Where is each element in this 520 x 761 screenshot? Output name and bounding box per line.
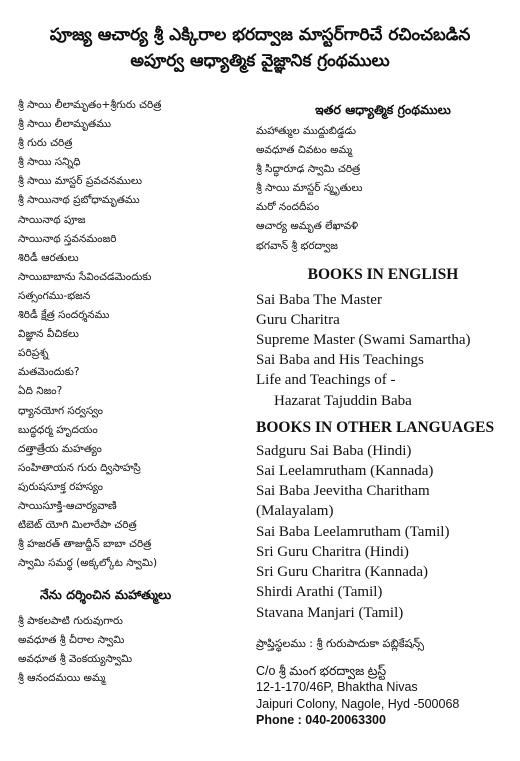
list-item: భగవాన్ శ్రీ భరద్వాజ xyxy=(256,239,338,252)
phone-line: Phone : 040-20063300 xyxy=(256,713,386,728)
address-line-1: 12-1-170/46P, Bhaktha Nivas xyxy=(256,680,418,695)
list-item: Sai Baba and His Teachings xyxy=(256,352,424,369)
list-item: Sadguru Sai Baba (Hindi) xyxy=(256,442,412,459)
list-item: శ్రీ సిద్ధారూఢ స్వామి చరిత్ర xyxy=(256,163,361,176)
list-item: Sai Baba Jeevitha Charitham xyxy=(256,483,430,500)
list-item: బుద్ధధర్మ హృదయం xyxy=(18,423,98,436)
address-line-2: Jaipuri Colony, Nagole, Hyd -500068 xyxy=(256,696,460,711)
list-item: విజ్ఞాన వీచికలు xyxy=(18,328,79,341)
list-item: సంహితాయన గురు ద్విసాహస్రి xyxy=(18,461,141,474)
list-item: పురుషసూక్త రహస్యం xyxy=(18,480,104,493)
list-item: మతమెందుకు? xyxy=(18,366,80,379)
list-item: శ్రీ సాయి మాస్టర్ ప్రవచనములు xyxy=(18,175,142,188)
list-item: Sai Baba Leelamrutham (Tamil) xyxy=(256,523,450,540)
list-item: Shirdi Arathi (Tamil) xyxy=(256,584,383,601)
list-item: Sri Guru Charitra (Hindi) xyxy=(256,543,409,560)
list-item: శిరిడీ ఆరతులు xyxy=(18,251,79,264)
list-item: Sri Guru Charitra (Kannada) xyxy=(256,564,429,581)
list-item: Guru Charitra xyxy=(256,311,340,328)
publisher-line: ప్రాప్తిస్థలము : శ్రీ గురుపాదుకా పబ్లికేషన్స్ xyxy=(256,636,425,650)
list-item: మరో నందదీపం xyxy=(256,201,320,214)
list-item: (Malayalam) xyxy=(256,503,334,520)
header-line-2: అపూర్వ ఆధ్యాత్మిక వైజ్ఞానిక గ్రంథములు xyxy=(130,51,390,71)
visited-list xyxy=(18,612,256,688)
list-item: దత్తాత్రేయ మహత్యం xyxy=(18,442,102,455)
english-books-heading: BOOKS IN ENGLISH xyxy=(307,265,459,283)
list-item: శిరిడీ క్షేత్ర సందర్శనము xyxy=(18,309,110,322)
left-book-list xyxy=(18,96,256,688)
list-item: Stavana Manjari (Tamil) xyxy=(256,604,404,621)
visited-heading: నేను దర్శించిన మహాత్ములు xyxy=(40,587,172,603)
list-item: సాయినాథ పూజ xyxy=(18,213,86,226)
list-item: టిబెట్ యోగి మిలారేపా చరిత్ర xyxy=(18,519,137,532)
page-header xyxy=(0,22,520,74)
other-spiritual-heading: ఇతర ఆధ్యాత్మిక గ్రంథములు xyxy=(315,102,451,117)
list-item: పరిప్రశ్న xyxy=(18,347,49,360)
list-item: ధ్యానయోగ సర్వస్వం xyxy=(18,404,103,417)
list-item: శ్రీ హజరత్ తాజుద్దీన్ బాబా చరిత్ర xyxy=(18,538,152,551)
list-item: మహాత్ముల ముద్దుబిడ్డడు xyxy=(256,125,357,137)
list-item: శ్రీ సాయి లీలామృతము xyxy=(18,118,111,131)
list-item: Supreme Master (Swami Samartha) xyxy=(256,332,471,349)
list-item: అవధూత శ్రీ వెంకయ్యస్వామి xyxy=(18,653,133,666)
list-item: ఏది నిజం? xyxy=(18,385,63,398)
list-item: సాయిబాబాను సేవించడమెందుకు xyxy=(18,270,152,283)
list-item: సాయిసూక్తి-ఆచార్యవాణి xyxy=(18,499,117,512)
publisher-block xyxy=(256,635,510,729)
list-item: Sai Baba The Master xyxy=(256,291,382,308)
list-item: Hazarat Tajuddin Baba xyxy=(274,392,412,409)
list-item: శ్రీ సాయి సన్నిధి xyxy=(18,156,81,169)
other-languages-heading: BOOKS IN OTHER LANGUAGES xyxy=(256,418,495,436)
list-item: అవధూత చివటం అమ్మ xyxy=(256,144,353,157)
list-item: శ్రీ పాకలపాటి గురువుగారు xyxy=(18,615,123,628)
list-item: అవధూత శ్రీ చీరాల స్వామి xyxy=(18,634,125,647)
list-item: శ్రీ సాయి లీలామృతం+శ్రీగురు చరిత్ర xyxy=(18,99,162,111)
list-item: శ్రీ సాయి మాస్టర్ స్మృతులు xyxy=(256,182,363,195)
list-item: Sai Leelamrutham (Kannada) xyxy=(256,463,434,480)
list-item: శ్రీ ఆనందమయి అమ్మ xyxy=(18,672,106,685)
header-line-1: పూజ్య ఆచార్య శ్రీ ఎక్కిరాల భరద్వాజ మాస్టర్‌గారిచే రచించబడిన xyxy=(49,25,471,45)
list-item: Life and Teachings of - xyxy=(256,372,396,389)
list-item: ఆచార్య అమృత లేఖావళి xyxy=(256,220,359,233)
list-item: శ్రీ సాయినాథ ప్రబోధామృతము xyxy=(18,194,140,207)
list-item: సత్సంగము-భజన xyxy=(18,289,91,302)
list-item: స్వామి సమర్థ (అక్కల్కోట స్వామి) xyxy=(18,557,158,570)
list-item: శ్రీ గురు చరిత్ర xyxy=(18,137,73,150)
right-column xyxy=(256,100,510,729)
list-item: సాయినాథ స్తవనమంజరి xyxy=(18,232,117,245)
care-of-line: C/o శ్రీ మంగ భరద్వాజ ట్రస్ట్ xyxy=(256,663,387,678)
